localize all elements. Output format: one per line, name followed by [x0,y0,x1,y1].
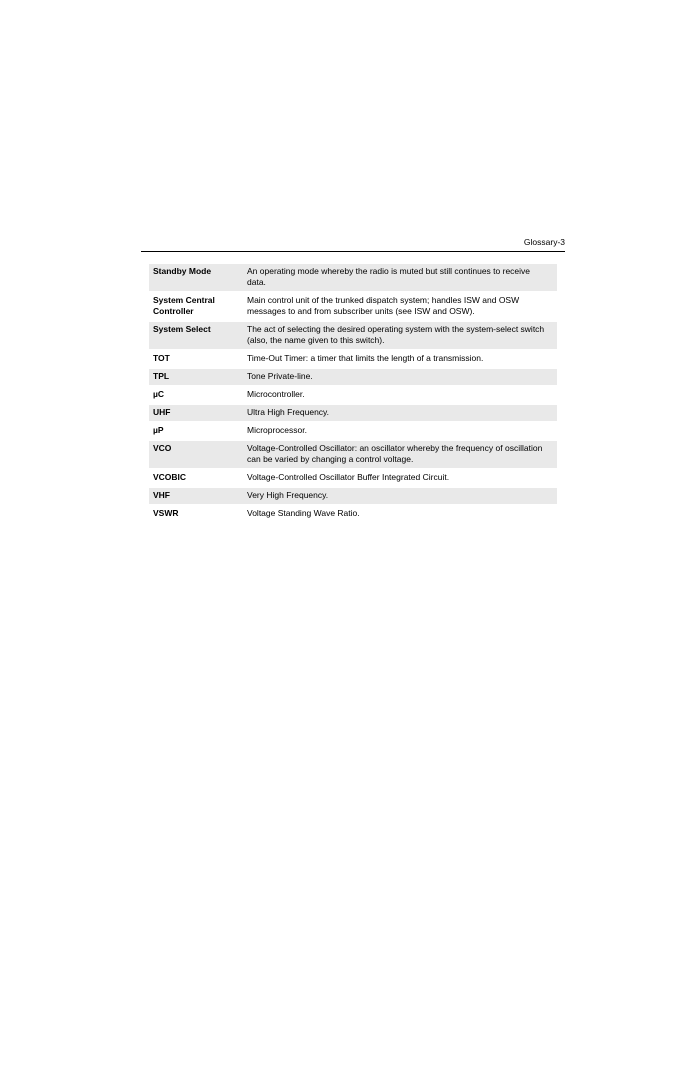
glossary-definition: An operating mode whereby the radio is muted but still continues to receive data. [247,266,531,287]
glossary-definition: Microprocessor. [247,425,307,435]
glossary-row-uhf [149,405,557,421]
glossary-definition: Time-Out Timer: a timer that limits the length of a transmission. [247,353,484,363]
glossary-definition: Voltage-Controlled Oscillator Buffer Integrated Circuit. [247,472,450,482]
header-rule [141,251,565,252]
glossary-term: System Central Controller [153,295,215,316]
glossary-definition: Tone Private-line. [247,371,313,381]
glossary-definition: Voltage-Controlled Oscillator: an oscillator whereby the frequency of oscillation can be varied by changing a control voltage. [247,443,543,464]
glossary-definition: The act of selecting the desired operating system with the system-select switch (also, the name given to this switch). [247,324,545,345]
glossary-row-vcobic [149,470,557,486]
glossary-row-system-central-controller [149,293,557,320]
glossary-term: Standby Mode [153,266,212,276]
glossary-term: µC [153,389,165,399]
glossary-row-standby-mode [149,264,557,291]
glossary-row-vhf [149,488,557,504]
glossary-row-system-select [149,322,557,349]
glossary-term: VCO [153,443,172,453]
glossary-row-vswr [149,506,557,522]
glossary-term: System Select [153,324,211,334]
glossary-definition: Ultra High Frequency. [247,407,330,417]
glossary-row-up [149,423,557,439]
glossary-term: TPL [153,371,170,381]
glossary-term: µP [153,425,164,435]
glossary-definition: Main control unit of the trunked dispatch system; handles ISW and OSW messages to and from subscriber units (see ISW and OSW). [247,295,520,316]
glossary-term: UHF [153,407,171,417]
glossary-row-uc [149,387,557,403]
glossary-term: VHF [153,490,170,500]
glossary-definition: Very High Frequency. [247,490,329,500]
page-header [141,236,565,252]
glossary-definition: Voltage Standing Wave Ratio. [247,508,360,518]
glossary-row-tpl [149,369,557,385]
glossary-term: VSWR [153,508,179,518]
page-number: Glossary-3 [523,237,565,247]
glossary-term: TOT [153,353,170,363]
glossary-table [149,264,557,524]
glossary-row-vco [149,441,557,468]
glossary-term: VCOBIC [153,472,187,482]
glossary-row-tot [149,351,557,367]
glossary-definition: Microcontroller. [247,389,305,399]
